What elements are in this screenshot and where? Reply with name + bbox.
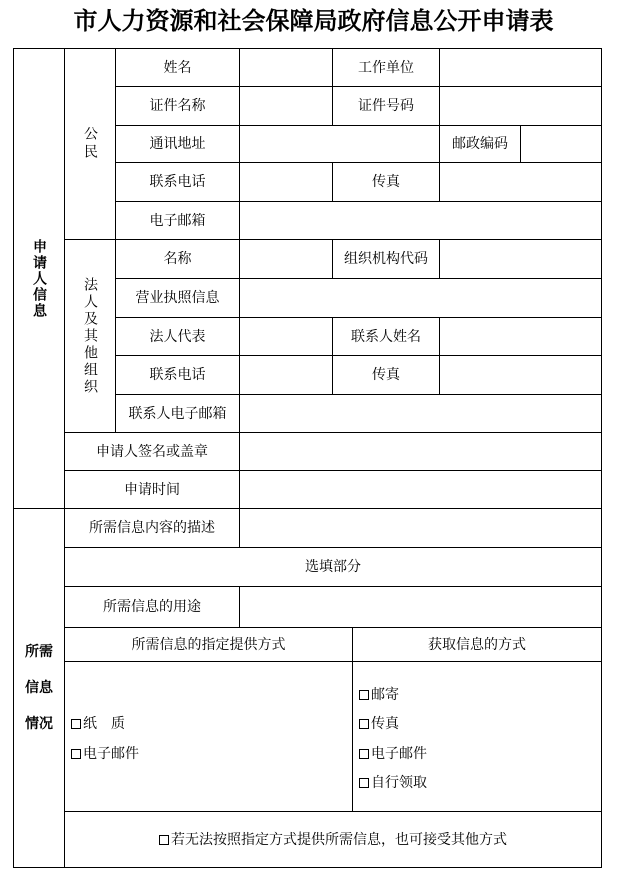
citizen-postcode-field[interactable] (521, 126, 601, 162)
checkbox-icon (159, 835, 169, 845)
needed-info-line3: 情况 (25, 716, 53, 732)
accept-other-label: 若无法按照指定方式提供所需信息，也可接受其他方式 (171, 831, 507, 848)
signature-label: 申请人签名或盖章 (96, 443, 208, 460)
checkbox-icon (71, 719, 81, 729)
provide-option-email-label: 电子邮件 (83, 746, 139, 762)
accept-other-option[interactable] (65, 812, 601, 867)
provide-option-email[interactable] (71, 746, 139, 762)
obtain-option-mail-label: 邮寄 (371, 687, 399, 703)
provide-method-label: 所需信息的指定提供方式 (131, 636, 286, 653)
form-title: 市人力资源和社会保障局政府信息公开申请表 (73, 6, 554, 35)
checkbox-icon (71, 749, 81, 759)
legal-contact-name-label: 联系人姓名 (351, 328, 421, 345)
checkbox-icon (359, 778, 369, 788)
legal-contact-email-field[interactable] (240, 395, 601, 432)
legal-phone-field[interactable] (240, 356, 332, 394)
citizen-name-field[interactable] (240, 49, 332, 86)
citizen-id-number-label: 证件号码 (358, 98, 414, 114)
citizen-work-unit-field[interactable] (440, 49, 601, 86)
applicant-info-text: 申请人信息 (31, 238, 47, 319)
needed-info-line1: 所需 (25, 644, 53, 660)
legal-rep-label: 法人代表 (149, 328, 206, 345)
checkbox-icon (359, 690, 369, 700)
citizen-name-label: 姓名 (163, 59, 192, 76)
legal-group-label: 法人及其他组织 (82, 276, 98, 396)
legal-license-field[interactable] (240, 279, 601, 317)
info-use-field[interactable] (240, 587, 601, 627)
info-description-field[interactable] (240, 509, 601, 547)
checkbox-icon (359, 749, 369, 759)
needed-info-line2: 信息 (25, 680, 53, 696)
legal-license-label: 营业执照信息 (135, 290, 220, 306)
optional-part-label: 选填部分 (305, 559, 361, 575)
obtain-option-mail[interactable] (359, 687, 399, 703)
obtain-option-email-label: 电子邮件 (371, 746, 427, 762)
citizen-work-unit-label: 工作单位 (358, 59, 414, 76)
provide-option-paper[interactable] (71, 716, 125, 732)
citizen-fax-label: 传真 (372, 174, 400, 190)
legal-contact-email-label: 联系人电子邮箱 (128, 405, 227, 422)
legal-phone-label: 联系电话 (149, 367, 206, 383)
applicant-info-section-label (14, 49, 64, 508)
obtain-method-label: 获取信息的方式 (428, 636, 526, 653)
legal-org-code-field[interactable] (440, 240, 601, 278)
apply-time-label: 申请时间 (124, 481, 180, 498)
info-use-label: 所需信息的用途 (103, 599, 201, 615)
legal-rep-field[interactable] (240, 318, 332, 355)
citizen-group-label: 公民 (82, 126, 98, 162)
legal-fax-field[interactable] (440, 356, 601, 394)
legal-contact-name-field[interactable] (440, 318, 601, 355)
citizen-postcode-label: 邮政编码 (452, 136, 508, 152)
obtain-option-fax-label: 传真 (371, 716, 399, 732)
obtain-option-self-pickup[interactable] (359, 775, 427, 791)
citizen-address-label: 通讯地址 (149, 136, 206, 152)
provide-option-paper-label: 纸 质 (83, 716, 125, 732)
citizen-id-name-field[interactable] (240, 87, 332, 125)
obtain-option-self-pickup-label: 自行领取 (371, 775, 427, 791)
info-description-label: 所需信息内容的描述 (89, 520, 215, 536)
citizen-id-name-label: 证件名称 (149, 98, 206, 114)
checkbox-icon (359, 719, 369, 729)
legal-fax-label: 传真 (372, 367, 400, 383)
apply-time-field[interactable] (240, 471, 601, 508)
signature-field[interactable] (240, 433, 601, 470)
legal-name-label: 名称 (163, 251, 192, 267)
citizen-phone-field[interactable] (240, 163, 332, 201)
needed-info-section-label (14, 509, 64, 867)
citizen-fax-field[interactable] (440, 163, 601, 201)
citizen-email-field[interactable] (240, 202, 601, 239)
obtain-option-fax[interactable] (359, 716, 399, 732)
obtain-option-email[interactable] (359, 746, 427, 762)
legal-org-code-label: 组织机构代码 (344, 251, 428, 267)
legal-name-field[interactable] (240, 240, 332, 278)
citizen-address-field[interactable] (240, 126, 439, 162)
citizen-phone-label: 联系电话 (149, 174, 206, 190)
citizen-email-label: 电子邮箱 (149, 212, 206, 229)
citizen-id-number-field[interactable] (440, 87, 601, 125)
